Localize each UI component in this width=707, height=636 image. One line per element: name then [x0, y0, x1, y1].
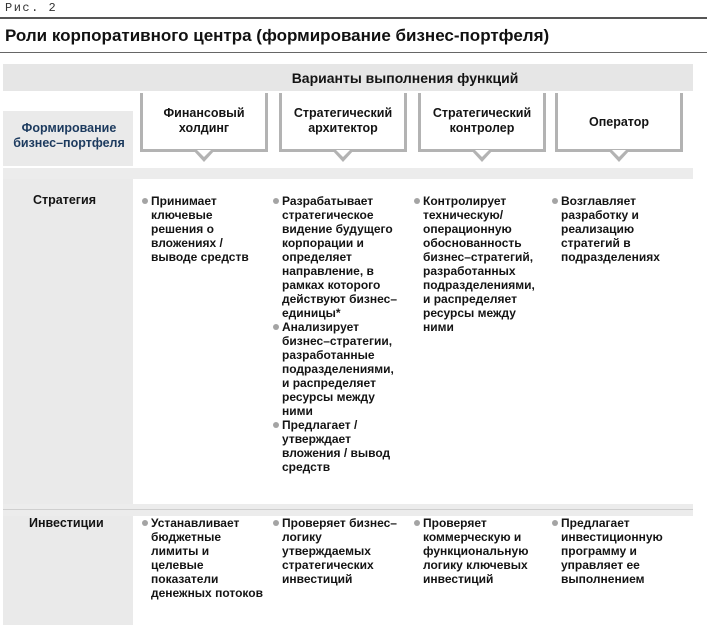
list-item: Принимает ключевые решения о вложениях / выводе средств — [142, 194, 264, 264]
list-item: Разрабатывает стратегическое видение будущего корпорации и определяет направление, в рамках которого действуют бизнес–единицы* — [273, 194, 401, 320]
bullet-icon — [142, 198, 148, 204]
bullet-icon — [273, 520, 279, 526]
row-header: Формирование бизнес–портфеля — [13, 121, 125, 150]
row-label-investments: Инвестиции — [29, 516, 104, 530]
row-header-column — [3, 111, 133, 625]
column-header-financial-holding: Финансовый холдинг — [163, 106, 245, 135]
cell-strategy-financial-holding — [142, 194, 264, 264]
bullet-icon — [552, 198, 558, 204]
top-rule — [0, 17, 707, 19]
cell-investments-strategic-controller — [414, 516, 550, 586]
title-rule — [0, 52, 707, 53]
list-item: Возглавляет разработку и реализацию стратегий в подразделениях — [552, 194, 696, 264]
bullet-icon — [273, 324, 279, 330]
bullet-icon — [142, 520, 148, 526]
column-header-operator: Оператор — [588, 115, 650, 129]
list-item: Проверяет коммерческую и функциональную логику ключевых инвестиций — [414, 516, 550, 586]
column-header-strategic-architect: Стратегический архитектор — [293, 106, 393, 135]
row-separator-line — [3, 509, 693, 510]
list-item: Контролирует техническую/ операционную обоснованность бизнес–стратегий, разработанных подразделениями, и распределяет ресурсы между ними — [414, 194, 544, 334]
column-header-arrow-inner — [336, 150, 350, 157]
column-header-strategic-controller: Стратегический контролер — [432, 106, 532, 135]
cell-strategy-strategic-architect — [273, 194, 401, 474]
bullet-icon — [414, 198, 420, 204]
list-item: Анализирует бизнес–стратегии, разработанные подразделениями, и распределяет ресурсы между ними — [273, 320, 401, 418]
cell-strategy-operator — [552, 194, 696, 264]
list-item: Устанавливает бюджетные лимиты и целевые показатели денежных потоков — [142, 516, 264, 600]
bullet-icon — [552, 520, 558, 526]
cell-strategy-strategic-controller — [414, 194, 544, 334]
page-title: Роли корпоративного центра (формирование бизнес-портфеля) — [5, 26, 550, 45]
list-item: Проверяет бизнес–логику утверждаемых стратегических инвестиций — [273, 516, 401, 586]
cell-investments-financial-holding — [142, 516, 264, 600]
column-header-arrow-inner — [197, 150, 211, 157]
cell-investments-strategic-architect — [273, 516, 401, 586]
bullet-icon — [273, 198, 279, 204]
row-label-strategy: Стратегия — [33, 193, 96, 207]
list-item: Предлагает / утверждает вложения / вывод средств — [273, 418, 401, 474]
bullet-icon — [273, 422, 279, 428]
column-header-arrow-inner — [612, 150, 626, 157]
row-separator-band — [3, 504, 693, 516]
variants-header: Варианты выполнения функций — [291, 70, 519, 86]
cell-investments-operator — [552, 516, 682, 586]
bullet-icon — [414, 520, 420, 526]
list-item: Предлагает инвестиционную программу и управляет ее выполнением — [552, 516, 682, 586]
column-header-arrow-inner — [475, 150, 489, 157]
header-separator-band — [3, 168, 693, 179]
figure-label: Рис. 2 — [5, 1, 58, 15]
